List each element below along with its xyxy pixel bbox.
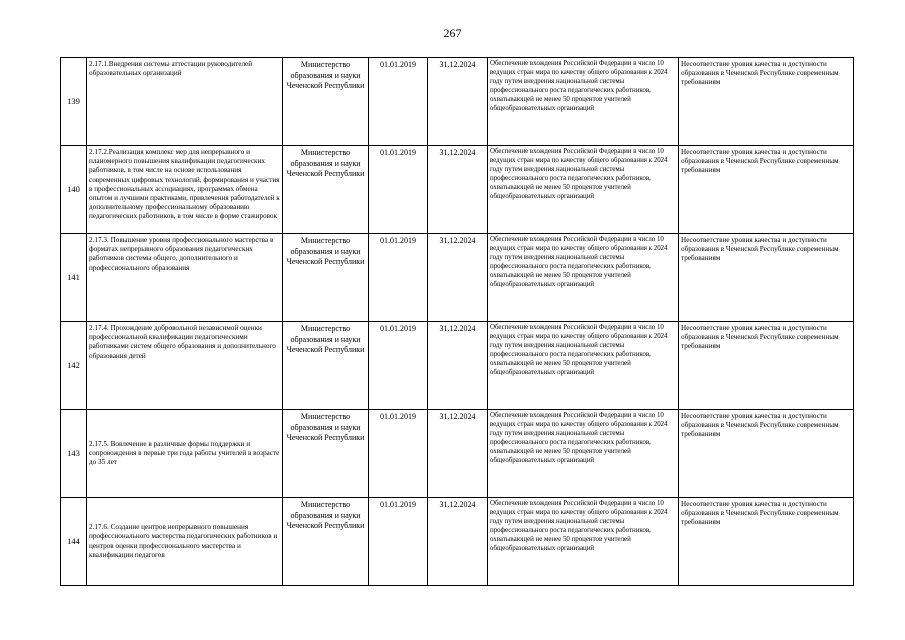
table-row — [61, 322, 854, 410]
table-row — [61, 410, 854, 498]
measure-name: 2.17.2.Реализация комплекс мер для непрерывного и планомерного повышения квалификации педагогических работников, в том числе на основе использования современных цифровых технологий, формирования и участия в профессиональных ассоциациях, программах обмена опытом и лучшими практиками, привлечения работодателей к дополнительному профессиональному образованию педагогических работников, в том числе в форме стажировок — [87, 146, 283, 234]
measure-name: 2.17.6. Создание центров непрерывного повышения профессионального мастерства педагогических работников и центров оценки профессионального мастерства и квалификации педагогов — [87, 498, 283, 586]
risk-cell: Несоответствие уровня качества и доступности образования в Чеченской Республике современным требованиям — [679, 410, 854, 498]
measure-name: 2.17.4. Прохождение добровольной независимой оценки профессиональной квалификации педагогическими работниками систем общего образования и дополнительного образования детей — [87, 322, 283, 410]
executor-cell: Министерство образования и науки Чеченской Республики — [283, 234, 369, 322]
expected-result: Обеспечение вхождения Российской Федерации в число 10 ведущих стран мира по качеству общего образования к 2024 году путем внедрения национальной системы профессионального роста педагогических работников, охватывающей не менее 50 процентов учителей общеобразовательных организаций — [488, 58, 679, 146]
executor-cell: Министерство образования и науки Чеченской Республики — [283, 322, 369, 410]
end-date: 31.12.2024 — [428, 322, 488, 410]
expected-result: Обеспечение вхождения Российской Федерации в число 10 ведущих стран мира по качеству общего образования к 2024 году путем внедрения национальной системы профессионального роста педагогических работников, охватывающей не менее 50 процентов учителей общеобразовательных организаций — [488, 146, 679, 234]
measures-table — [60, 57, 854, 586]
expected-result: Обеспечение вхождения Российской Федерации в число 10 ведущих стран мира по качеству общего образования к 2024 году путем внедрения национальной системы профессионального роста педагогических работников, охватывающей не менее 50 процентов учителей общеобразовательных организаций — [488, 322, 679, 410]
risk-cell: Несоответствие уровня качества и доступности образования в Чеченской Республике современным требованиям — [679, 322, 854, 410]
row-number: 143 — [61, 410, 87, 498]
table-row — [61, 58, 854, 146]
row-number: 144 — [61, 498, 87, 586]
table-row — [61, 234, 854, 322]
measure-name: 2.17.1.Внедрения системы аттестации руководителей образовательных организаций — [87, 58, 283, 146]
executor-cell: Министерство образования и науки Чеченской Республики — [283, 498, 369, 586]
end-date: 31.12.2024 — [428, 58, 488, 146]
measure-name: 2.17.5. Вовлечение в различные формы поддержки и сопровождения в первые три года работы учителей в возрасте до 35 лет — [87, 410, 283, 498]
executor-cell: Министерство образования и науки Чеченской Республики — [283, 58, 369, 146]
expected-result: Обеспечение вхождения Российской Федерации в число 10 ведущих стран мира по качеству общего образования к 2024 году путем внедрения национальной системы профессионального роста педагогических работников, охватывающей не менее 50 процентов учителей общеобразовательных организаций — [488, 498, 679, 586]
end-date: 31.12.2024 — [428, 234, 488, 322]
executor-cell: Министерство образования и науки Чеченской Республики — [283, 410, 369, 498]
risk-cell: Несоответствие уровня качества и доступности образования в Чеченской Республике современным требованиям — [679, 498, 854, 586]
start-date: 01.01.2019 — [369, 58, 428, 146]
table-row — [61, 498, 854, 586]
end-date: 31.12.2024 — [428, 410, 488, 498]
table-row — [61, 146, 854, 234]
row-number: 142 — [61, 322, 87, 410]
risk-cell: Несоответствие уровня качества и доступности образования в Чеченской Республике современным требованиям — [679, 234, 854, 322]
risk-cell: Несоответствие уровня качества и доступности образования в Чеченской Республике современным требованиям — [679, 146, 854, 234]
expected-result: Обеспечение вхождения Российской Федерации в число 10 ведущих стран мира по качеству общего образования к 2024 году путем внедрения национальной системы профессионального роста педагогических работников, охватывающей не менее 50 процентов учителей общеобразовательных организаций — [488, 410, 679, 498]
end-date: 31.12.2024 — [428, 146, 488, 234]
measure-name: 2.17.3. Повышение уровня профессионального мастерства в форматах непрерывного образования педагогических работников системы общего, дополнительного и профессионального образования — [87, 234, 283, 322]
row-number: 141 — [61, 234, 87, 322]
start-date: 01.01.2019 — [369, 234, 428, 322]
page-number: 267 — [443, 26, 462, 40]
executor-cell: Министерство образования и науки Чеченской Республики — [283, 146, 369, 234]
start-date: 01.01.2019 — [369, 146, 428, 234]
end-date: 31.12.2024 — [428, 498, 488, 586]
risk-cell: Несоответствие уровня качества и доступности образования в Чеченской Республике современным требованиям — [679, 58, 854, 146]
start-date: 01.01.2019 — [369, 322, 428, 410]
expected-result: Обеспечение вхождения Российской Федерации в число 10 ведущих стран мира по качеству общего образования к 2024 году путем внедрения национальной системы профессионального роста педагогических работников, охватывающей не менее 50 процентов учителей общеобразовательных организаций — [488, 234, 679, 322]
start-date: 01.01.2019 — [369, 498, 428, 586]
row-number: 139 — [61, 58, 87, 146]
row-number: 140 — [61, 146, 87, 234]
start-date: 01.01.2019 — [369, 410, 428, 498]
